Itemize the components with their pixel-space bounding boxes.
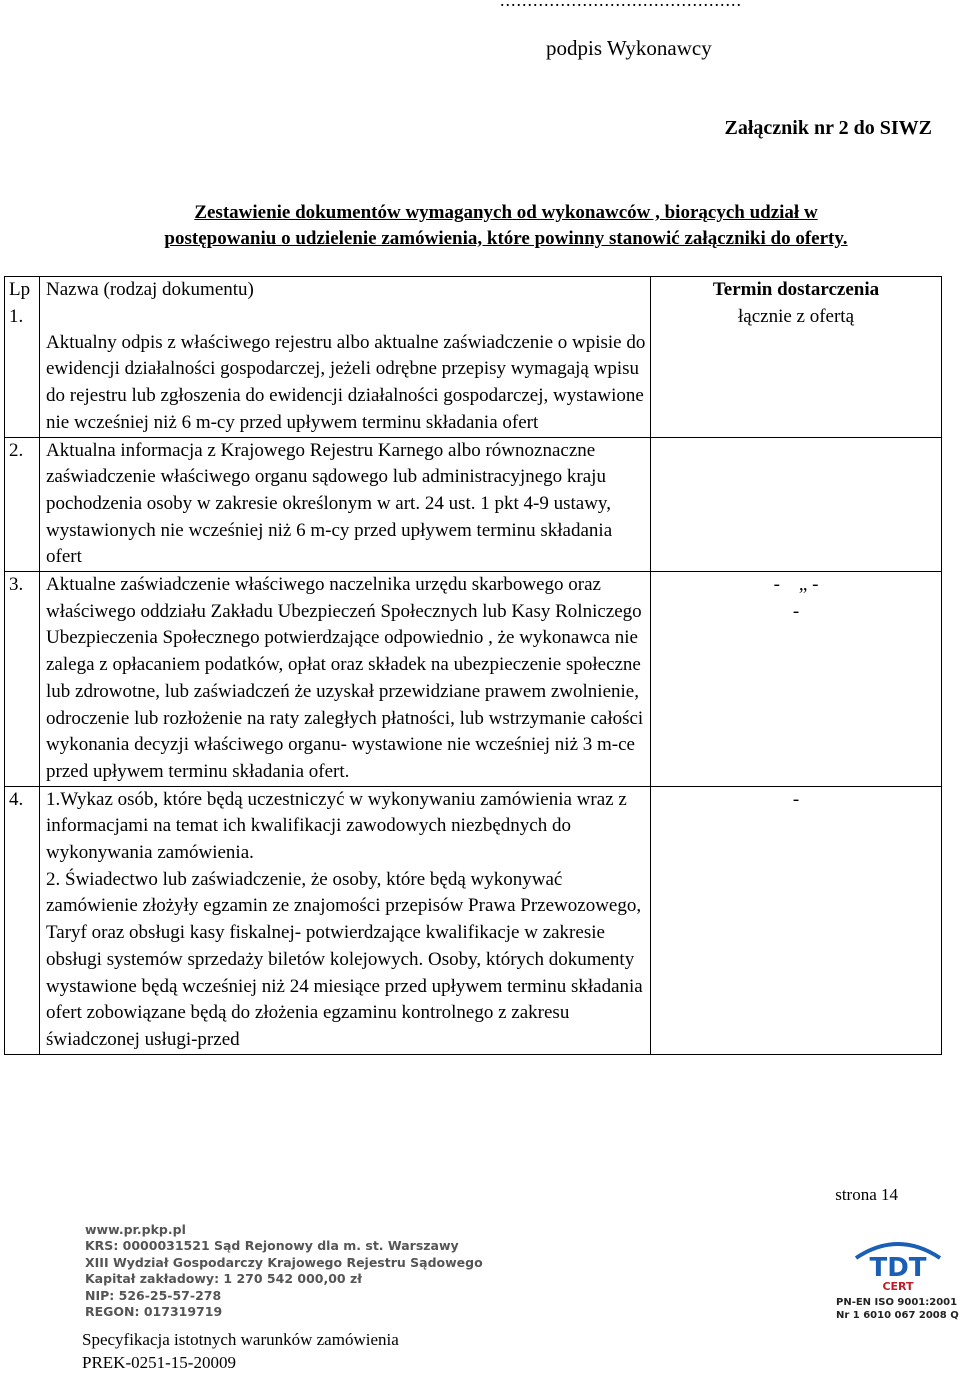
company-line: KRS: 0000031521 Sąd Rejonowy dla m. st. Warszawy <box>85 1238 459 1254</box>
document-text: 1.Wykaz osób, które będą uczestniczyć w wykonywaniu zamówienia wraz z informacjami na temat ich kwalifikacji zawodowych niezbędnych do wykonywania zamówienia. <box>46 788 627 864</box>
term-cell <box>651 437 942 572</box>
document-name-cell <box>40 277 651 438</box>
row-number-cell <box>5 437 40 572</box>
company-line: NIP: 526-25-57-278 <box>85 1287 222 1303</box>
table-row <box>5 786 942 1054</box>
documents-table <box>4 276 942 1055</box>
table-row <box>5 277 942 438</box>
signature-dots: ............................................ <box>500 0 742 10</box>
row-number: 3. <box>9 574 24 596</box>
cert-number: Nr 1 6010 067 2008 Q <box>836 1310 959 1321</box>
spec-title: Specyfikacja istotnych warunków zamówienia <box>82 1330 399 1349</box>
cert-standard: PN-EN ISO 9001:2001 <box>836 1297 958 1308</box>
document-heading <box>60 200 952 252</box>
company-line: XIII Wydział Gospodarczy Krajowego Rejestru Sądowego <box>85 1254 483 1270</box>
table-row <box>5 437 942 572</box>
document-name-cell <box>40 572 651 787</box>
document-text: Aktualny odpis z właściwego rejestru albo aktualne zaświadczenie o wpisie do ewidencji działalności gospodarczej, jeżeli odrębne przepisy wymagają wpisu do rejestru lub zgłoszenia do ewidencji działalności gospodarczej, wystawione nie wcześniej niż 6 m-cy przed upływem terminu składania ofert <box>46 331 646 433</box>
page-number: strona 14 <box>835 1185 898 1204</box>
heading-line-2: postępowaniu o udzielenie zamówienia, które powinny stanowić załączniki do oferty. <box>164 228 848 249</box>
term-value-continued: - <box>792 600 800 622</box>
company-info <box>85 1222 483 1320</box>
document-text: Aktualne zaświadczenie właściwego naczelnika urzędu skarbowego oraz właściwego oddziału Zakładu Ubezpieczeń Społecznych lub Kasy Rolniczego Ubezpieczenia Społecznego potwierdzające odpowiednio , że wykonawca nie zalega z opłacaniem podatków, opłat oraz składek na ubezpieczenie społeczne lub zdrowotne, lub zaświadczeń że uzyskał przewidziane prawem zwolnienie, odroczenie lub rozłożenie na raty zaległych płatności, lub wstrzymanie całości wykonania decyzji właściwego organu- wystawione nie wcześniej niż 3 m-ce przed upływem terminu składania ofert. <box>46 574 644 782</box>
term-cell <box>651 277 942 438</box>
company-line: Kapitał zakładowy: 1 270 542 000,00 zł <box>85 1271 362 1287</box>
row-number-cell <box>5 786 40 1054</box>
term-value: - <box>792 788 800 810</box>
row-number-cell <box>5 572 40 787</box>
logo-subtext: CERT <box>882 1280 914 1293</box>
tdt-cert-logo <box>838 1228 958 1298</box>
row-number-cell <box>5 277 40 438</box>
row-number: 2. <box>9 439 24 461</box>
signature-label: podpis Wykonawcy <box>546 36 712 60</box>
spec-reference: PREK-0251-15-20009 <box>82 1353 236 1372</box>
spec-footer <box>82 1328 399 1374</box>
term-value: - „ - <box>773 574 819 596</box>
row-number: 1. <box>9 305 24 327</box>
heading-line-1: Zestawienie dokumentów wymaganych od wykonawców , biorących udział w <box>194 202 818 223</box>
document-name-cell <box>40 437 651 572</box>
certification-info <box>836 1296 959 1322</box>
table-row <box>5 572 942 787</box>
document-name-cell <box>40 786 651 1054</box>
term-value: łącznie z ofertą <box>737 305 855 327</box>
company-line: REGON: 017319719 <box>85 1304 223 1320</box>
attachment-label: Załącznik nr 2 do SIWZ <box>724 117 932 139</box>
company-line: www.pr.pkp.pl <box>85 1222 186 1237</box>
term-cell <box>651 572 942 787</box>
header-document-name: Nazwa (rodzaj dokumentu) <box>46 279 254 300</box>
document-text-continued: 2. Świadectwo lub zaświadczenie, że osoby, które będą wykonywać zamówienie złożyły egzamin ze znajomości przepisów Prawa Przewozowego, Taryf oraz obsługi kasy fiskalnej- potwierdzające kwalifikacje w zakresie obsługi systemów sprzedaży biletów kolejowych. Osoby, których dokumenty wystawione będą wcześniej niż 24 miesiące przed upływem terminu składania ofert zobowiązane będą do złożenia egzaminu kontrolnego z zakresu świadczonej usługi-przed <box>46 868 643 1050</box>
document-text: Aktualna informacja z Krajowego Rejestru Karnego albo równoznaczne zaświadczenie właściwego organu sądowego lub administracyjnego kraju pochodzenia osoby w zakresie określonym w art. 24 ust. 1 pkt 4-9 ustawy, wystawionych nie wcześniej niż 6 m-cy przed upływem terminu składania ofert <box>46 439 613 568</box>
logo-text: TDT <box>869 1253 927 1283</box>
term-cell <box>651 786 942 1054</box>
header-lp: Lp <box>9 279 31 300</box>
header-term: Termin dostarczenia <box>712 279 880 300</box>
row-number: 4. <box>9 788 24 810</box>
